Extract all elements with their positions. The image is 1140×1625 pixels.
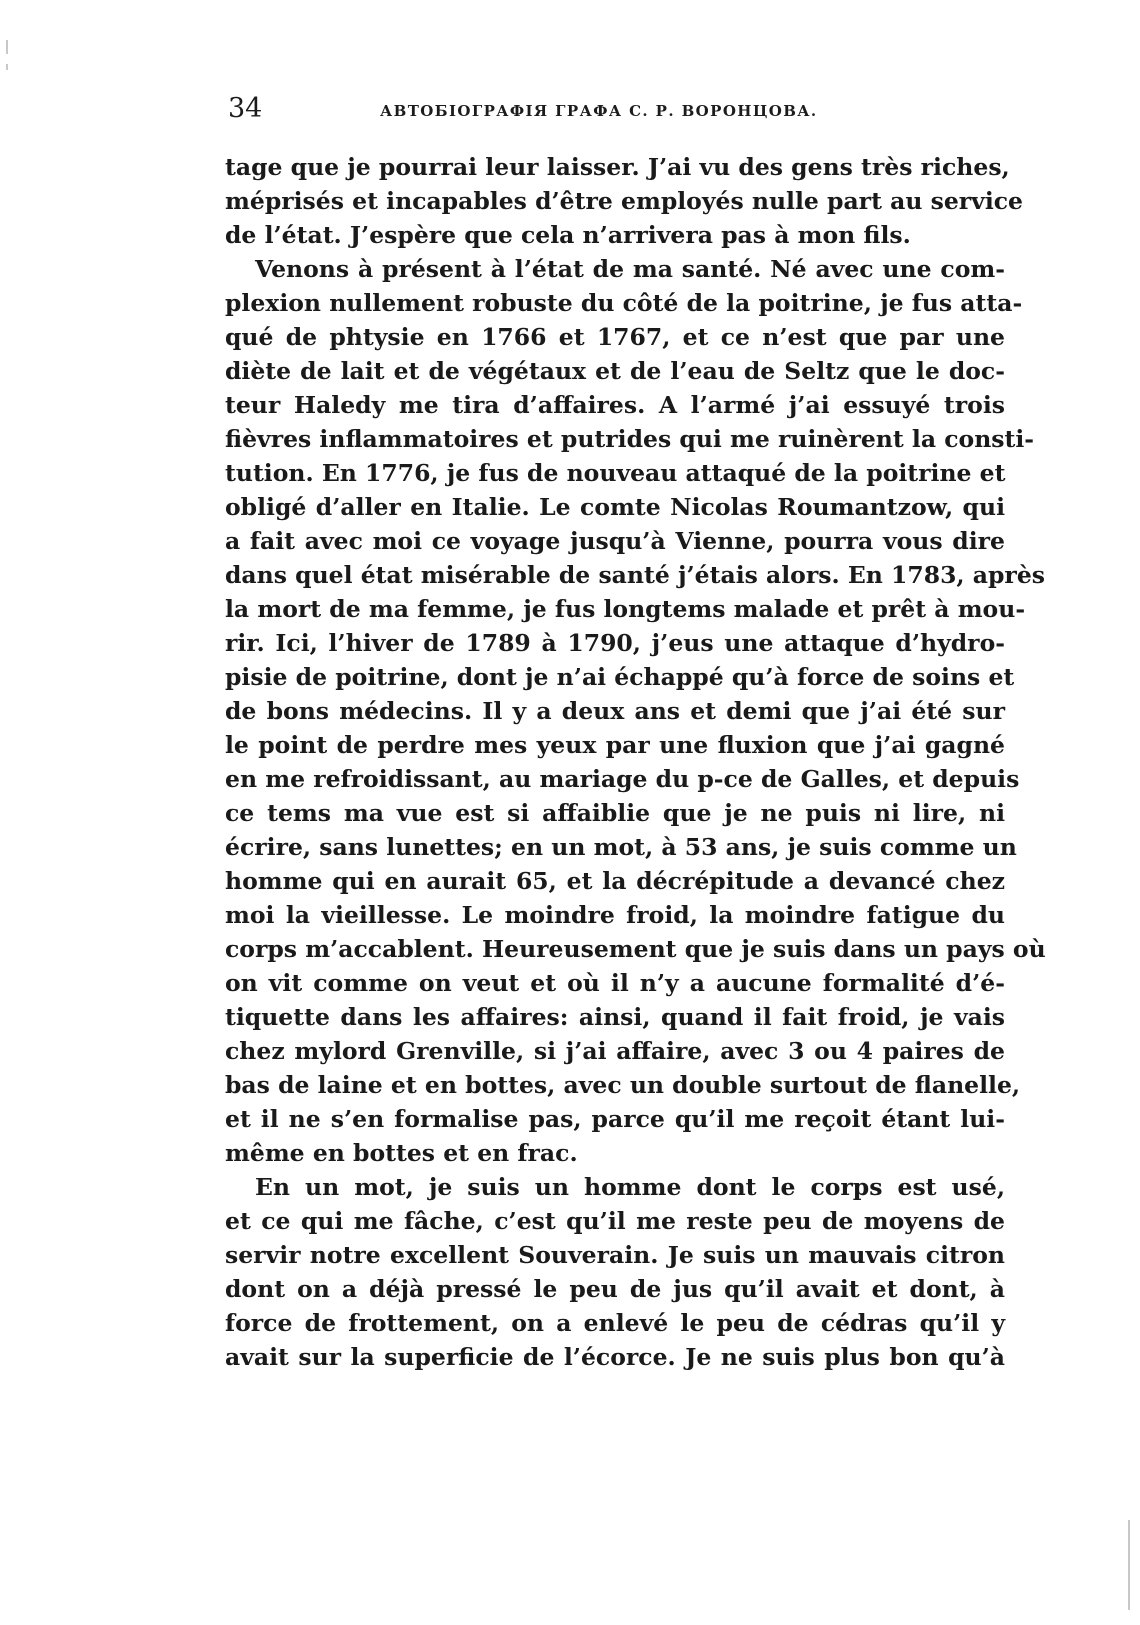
text-line: diète de lait et de végétaux et de l’eau de Seltz que le doc- [225,357,1005,385]
text-line: rir. Ici, l’hiver de 1789 à 1790, j’eus une attaque d’hydro- [225,629,1005,657]
text-line: en me refroidissant, au mariage du p-ce de Galles, et depuis [225,765,1020,793]
text-line: et il ne s’en formalise pas, parce qu’il me reçoit étant lui- [225,1105,1005,1133]
text-line: de l’état. J’espère que cela n’arrivera pas à mon fils. [225,221,911,249]
text-line: servir notre excellent Souverain. Je suis un mauvais citron [225,1241,1005,1269]
text-line: corps m’accablent. Heureusement que je suis dans un pays où [225,935,1046,963]
scan-edge-mark [6,40,8,54]
scan-edge-mark [1128,1520,1130,1610]
text-line: moi la vieillesse. Le moindre froid, la moindre fatigue du [225,901,1005,929]
text-line: dans quel état misérable de santé j’étais alors. En 1783, après [225,561,1045,589]
text-line: et ce qui me fâche, c’est qu’il me reste peu de moyens de [225,1207,1005,1235]
text-line: obligé d’aller en Italie. Le comte Nicolas Roumantzow, qui [225,493,1005,521]
running-head [228,94,988,128]
text-line: teur Haledy me tira d’affaires. A l’armé j’ai essuyé trois [225,391,1005,419]
text-line: de bons médecins. Il y a deux ans et demi que j’ai été sur [225,697,1005,725]
text-line: on vit comme on veut et où il n’y a aucune formalité d’é- [225,969,1005,997]
text-line: tiquette dans les affaires: ainsi, quand il fait froid, je vais [225,1003,1005,1031]
text-line: Venons à présent à l’état de ma santé. Né avec une com- [255,255,1005,283]
text-line: même en bottes et en frac. [225,1139,578,1167]
text-line: qué de phtysie en 1766 et 1767, et ce n’est que par une [225,323,1005,351]
text-line: pisie de poitrine, dont je n’ai échappé qu’à force de soins et [225,663,1015,691]
text-line: dont on a déjà pressé le peu de jus qu’il avait et dont, à [225,1275,1005,1303]
text-line: ce tems ma vue est si affaiblie que je ne puis ni lire, ni [225,799,1005,827]
page-number: 34 [228,93,263,124]
text-line: le point de perdre mes yeux par une fluxion que j’ai gagné [225,731,1005,759]
text-line: la mort de ma femme, je fus longtems malade et prêt à mou- [225,595,1026,623]
text-line: fièvres inflammatoires et putrides qui me ruinèrent la consti- [225,425,1035,453]
text-line: chez mylord Grenville, si j’ai affaire, avec 3 ou 4 paires de [225,1037,1005,1065]
text-line: méprisés et incapables d’être employés nulle part au service [225,187,1024,215]
text-line: tage que je pourrai leur laisser. J’ai vu des gens très riches, [225,153,1010,181]
text-line: En un mot, je suis un homme dont le corps est usé, [255,1173,1005,1201]
text-line: force de frottement, on a enlevé le peu de cédras qu’il y [225,1309,1005,1337]
text-line: avait sur la superficie de l’écorce. Je ne suis plus bon qu’à [225,1343,1005,1371]
text-line: tution. En 1776, je fus de nouveau attaqué de la poitrine et [225,459,1006,487]
text-line: bas de laine et en bottes, avec un double surtout de flanelle, [225,1071,1021,1099]
text-line: homme qui en aurait 65, et la décrépitude a devancé chez [225,867,1005,895]
text-line: plexion nullement robuste du côté de la poitrine, je fus atta- [225,289,1023,317]
text-line: a fait avec moi ce voyage jusqu’à Vienne, pourra vous dire [225,527,1005,555]
running-title: АВТОБІОГРАФІЯ ГРАФА С. Р. ВОРОНЦОВА. [380,102,818,120]
body-text [225,150,1046,1374]
text-line: écrire, sans lunettes; en un mot, à 53 ans, je suis comme un [225,833,1017,861]
scan-edge-mark [6,64,8,70]
